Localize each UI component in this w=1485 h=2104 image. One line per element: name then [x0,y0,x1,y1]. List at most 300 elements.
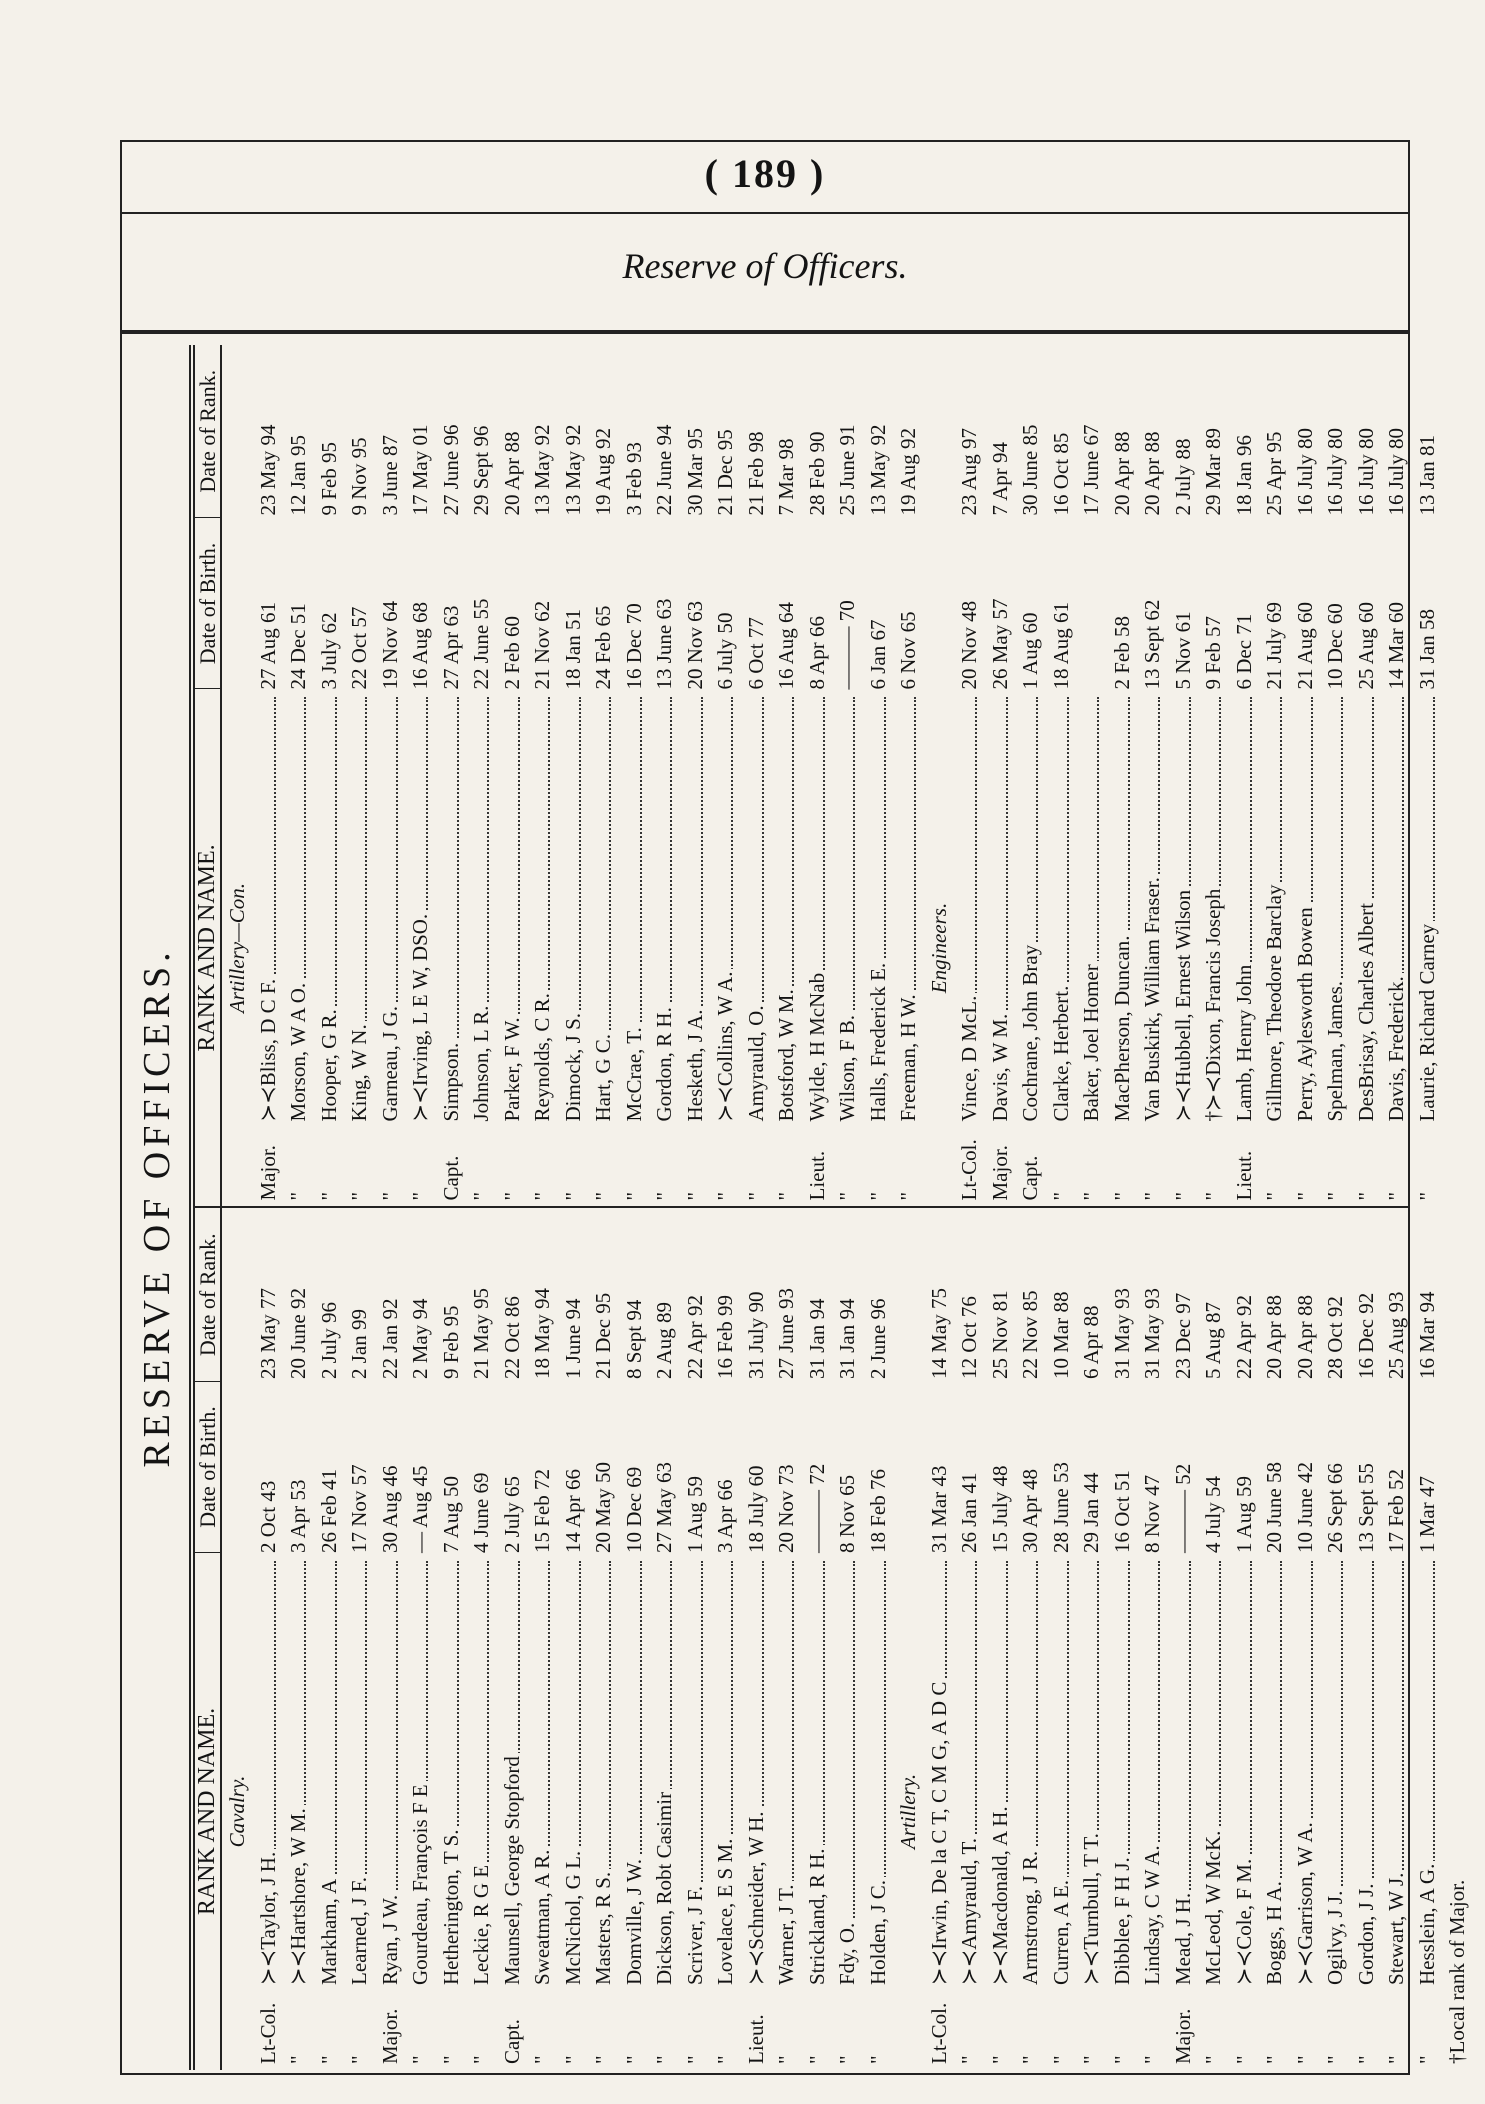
rank-cell: Lieut. [1231,1150,1256,1201]
rank-cell: " [408,1191,433,1201]
name-cell [314,1553,345,1985]
rank-cell: " [1292,1191,1317,1201]
officer-name: Stewart, W J. [1384,1870,1408,1985]
dor-cell: 25 June 91 [835,424,860,516]
dob-cell: 27 Aug 61 [255,601,280,690]
dob-cell: 15 Feb 72 [530,1469,555,1553]
table-row [436,345,467,1207]
rank-cell: Major. [377,2008,402,2064]
table-row [1137,1209,1168,2071]
dor-cell: 21 Dec 95 [591,1292,616,1379]
dor-cell: 21 May 95 [469,1288,494,1379]
dor-cell: 9 Feb 95 [438,1305,463,1379]
name-cell [1351,690,1382,1122]
dor-cell: 6 Apr 88 [1079,1305,1104,1379]
rank-cell: Capt. [438,1155,463,1201]
dob-cell: 5 Nov 61 [1170,611,1195,690]
name-cell [924,1553,955,1985]
table-row [558,1209,589,2071]
officer-name: ≻≺Garrison, W A. [1293,1819,1317,1985]
dor-cell: 25 Nov 81 [987,1290,1012,1379]
table-row [1046,345,1077,1207]
dob-cell: 18 Feb 76 [865,1469,890,1553]
rank-cell: " [1079,1191,1104,1201]
dor-cell: 17 June 67 [1079,424,1104,516]
dob-cell: 18 Jan 51 [560,609,585,690]
table-row [954,1209,985,2071]
rank-cell: " [1201,1191,1226,1201]
table-row [1351,1209,1382,2071]
dob-cell: 3 July 62 [316,612,341,690]
name-cell [283,690,314,1122]
dor-cell: 20 June 92 [286,1288,311,1379]
dob-cell: 22 June 55 [469,598,494,690]
dor-cell: 16 Feb 99 [713,1295,738,1379]
dob-cell [1076,520,1107,690]
table-row [1076,345,1107,1207]
name-cell [405,1553,436,1985]
officer-name: Simpson. [439,1040,463,1122]
dor-cell: 31 July 90 [743,1291,768,1379]
table-row [314,1209,345,2071]
officers-table [125,345,1470,2070]
dob-cell: 4 July 54 [1201,1475,1226,1553]
dor-cell: 16 July 80 [1384,427,1409,516]
dor-cell: 9 Feb 95 [316,442,341,516]
dor-cell: 22 Apr 92 [1231,1295,1256,1379]
table-title: RESERVE OF OFFICERS. [125,345,195,2070]
dor-cell: 23 Dec 97 [1170,1292,1195,1379]
dor-cell: 13 May 92 [530,424,555,516]
name-cell [1168,690,1199,1122]
officer-name: Lovelace, E S M. [713,1836,737,1985]
table-row [253,1209,284,2071]
dob-cell: 9 Feb 57 [1201,616,1226,690]
table-row [375,345,406,1207]
header-rank-name: RANK AND NAME. [195,1552,220,2070]
table-row [1107,1209,1138,2071]
rank-cell: " [1414,2055,1439,2064]
dor-cell: 20 Apr 88 [1140,431,1165,516]
table-row [1290,345,1321,1207]
officer-name: Boggs, H A. [1262,1878,1286,1985]
officer-name: Cochrane, John Bray [1018,942,1042,1122]
dor-cell: 18 May 94 [530,1288,555,1379]
dob-cell: 3 Apr 53 [286,1479,311,1553]
dor-cell: 3 June 87 [377,435,402,516]
dor-cell: 28 Oct 92 [1323,1296,1348,1379]
dor-cell: 28 Feb 90 [804,431,829,516]
officer-name: ≻≺Hubbell, Ernest Wilson [1171,887,1195,1122]
dob-cell: 10 Dec 69 [621,1466,646,1553]
table-row [985,345,1016,1207]
rank-cell: " [499,1191,524,1201]
dor-cell: 13 May 92 [560,424,585,516]
name-cell [771,690,802,1122]
name-cell [649,1553,680,1985]
table-row [1259,345,1290,1207]
rank-cell: " [682,1191,707,1201]
table-row [1076,1209,1107,2071]
rank-cell: " [1109,1191,1134,1201]
name-cell [1290,1553,1321,1985]
name-cell [1198,690,1229,1122]
name-cell [1229,690,1260,1122]
table-row [405,1209,436,2071]
dor-cell: 10 Mar 88 [1048,1291,1073,1379]
rank-cell: " [1292,2055,1317,2064]
officer-name: Fdy, O. [835,1920,859,1985]
officer-name: Vince, D McL. [957,993,981,1122]
dob-cell: 19 Nov 64 [377,600,402,690]
table-row [1381,345,1412,1207]
rank-cell: " [957,2055,982,2064]
officer-name: Freeman, H W. [896,991,920,1121]
name-cell [649,690,680,1122]
officer-name: Lamb, Henry John [1232,962,1256,1122]
name-cell [1381,690,1412,1122]
rank-cell: Lt-Col. [255,2002,280,2064]
rank-cell: " [530,2055,555,2064]
dob-cell: 20 Nov 63 [682,600,707,690]
officer-name: MacPherson, Duncan. [1110,932,1134,1121]
rank-cell: Lieut. [804,1150,829,1201]
rank-cell: " [1201,2055,1226,2064]
table-row [1229,345,1260,1207]
table-row [1046,1209,1077,2071]
name-cell [802,690,833,1122]
dob-cell: 26 Jan 41 [957,1472,982,1553]
officer-name: Learned, J F. [347,1874,371,1985]
dor-cell: 2 July 96 [316,1301,341,1379]
dob-cell: 3 Apr 66 [713,1479,738,1553]
page-number: ( 189 ) [704,151,826,196]
name-cell [1412,1553,1443,1985]
officer-name: Reynolds, C R. [530,990,554,1121]
dor-cell: 12 Jan 95 [286,435,311,516]
dor-cell: 19 Aug 92 [591,427,616,516]
dob-cell: 21 July 69 [1262,601,1287,690]
rank-cell: " [1231,2055,1256,2064]
dor-cell: 22 Oct 86 [499,1296,524,1379]
rank-cell: " [316,1191,341,1201]
name-cell [985,690,1016,1122]
table-row [1351,345,1382,1207]
table-row [283,1209,314,2071]
officer-name: Spelman, James. [1323,978,1347,1122]
footnote: †Local rank of Major. [1445,1879,1470,2064]
rank-cell: Lt-Col. [957,1139,982,1201]
officer-name: Davis, Frederick. [1384,973,1408,1121]
rank-cell: " [1048,2055,1073,2064]
officer-name: Dibblee, F H J. [1110,1854,1134,1985]
dob-cell: 16 Oct 51 [1109,1470,1134,1553]
officer-name: Scriver, J F. [683,1883,707,1985]
name-cell [954,1553,985,1985]
table-row [741,1209,772,2071]
dor-cell: 14 May 75 [926,1288,951,1379]
table-row [832,345,863,1207]
table-row [771,1209,802,2071]
dob-cell: 1 Aug 60 [1018,612,1043,690]
table-row [1015,345,1046,1207]
name-cell [985,1553,1016,1985]
dob-cell: 26 Sept 66 [1323,1463,1348,1553]
name-cell [497,690,528,1122]
name-cell [558,690,589,1122]
table-row [1229,1209,1260,2071]
name-cell [253,690,284,1122]
section-label: Cavalry. [225,1775,250,1848]
dob-cell: 10 Dec 60 [1323,603,1348,690]
dob-cell: 28 June 53 [1048,1462,1073,1553]
dor-cell: 5 Aug 87 [1201,1301,1226,1379]
rank-cell: " [1140,2055,1165,2064]
dob-cell: 13 June 63 [652,598,677,690]
name-cell [710,1553,741,1985]
dor-cell: 25 Aug 93 [1384,1291,1409,1379]
rank-cell: " [987,2055,1012,2064]
dob-cell: 25 Aug 60 [1353,601,1378,690]
table-row [558,345,589,1207]
name-cell [741,1553,772,1985]
name-cell [1168,1553,1199,1985]
name-cell [1076,1553,1107,1985]
rank-cell: " [713,2055,738,2064]
rotated-table-region [125,345,1470,2070]
rank-cell: " [865,2055,890,2064]
rank-cell: Major. [1170,2008,1195,2064]
table-row [802,1209,833,2071]
officer-name: Masters, R S. [591,1869,615,1985]
rank-cell: " [316,2055,341,2064]
dor-cell: 7 Apr 94 [987,442,1012,516]
table-row [832,1209,863,2071]
rank-cell: " [438,2055,463,2064]
dob-cell: — Aug 45 [408,1465,433,1553]
name-cell [1015,690,1046,1122]
rank-cell: " [896,1191,921,1201]
dor-cell: 16 Mar 94 [1414,1291,1439,1379]
officer-name: Warner, J T. [774,1882,798,1986]
page-subtitle: Reserve of Officers. [622,246,908,286]
dob-cell: 31 Jan 58 [1414,609,1439,690]
column-headers [195,345,222,1207]
officer-name: Davis, W M. [988,1011,1012,1122]
dor-cell: 29 Mar 89 [1201,428,1226,516]
officer-name: McCrae, T. [622,1024,646,1121]
dor-cell: 20 Apr 88 [1262,1295,1287,1379]
table-row [1320,345,1351,1207]
dob-cell: 8 Nov 65 [835,1474,860,1553]
dob-cell: 13 Sept 62 [1140,599,1165,690]
rank-cell: " [652,1191,677,1201]
name-cell [1351,1553,1382,1985]
table-row [863,345,894,1207]
officer-name: ≻≺Bliss, D C F. [256,976,280,1122]
table-row [680,1209,711,2071]
dor-cell: 30 June 85 [1018,424,1043,516]
name-cell [863,690,894,1122]
officer-name: McLeod, W McK. [1201,1828,1225,1985]
table-row [466,345,497,1207]
name-cell [1015,1553,1046,1985]
table-row [710,1209,741,2071]
name-cell [344,690,375,1122]
officer-name: Sweatman, A R. [530,1847,554,1985]
table-row [893,345,924,1207]
name-cell [802,1553,833,1985]
dor-cell: 22 Apr 92 [682,1295,707,1379]
officer-name: Hesketh, J A. [683,1007,707,1122]
column-headers [195,1209,222,2071]
name-cell [863,1553,894,1985]
rank-cell: Lieut. [743,2014,768,2064]
officer-name: ≻≺Irwin, De la C T, C M G, A D C [927,1679,951,1985]
table-row [954,345,985,1207]
rank-cell: " [1323,1191,1348,1201]
dor-cell: 20 Apr 88 [499,431,524,516]
table-row [1137,345,1168,1207]
rank-cell: " [347,2055,372,2064]
dor-cell: 27 June 93 [774,1288,799,1379]
dor-cell: 22 June 94 [652,424,677,516]
section-label: Artillery. [896,1773,921,1850]
dob-cell: 14 Mar 60 [1384,602,1409,690]
name-cell [1229,1553,1260,1985]
dob-cell: 21 Aug 60 [1292,601,1317,690]
dor-cell: 22 Jan 92 [377,1298,402,1379]
table-row [741,345,772,1207]
rank-cell: " [621,1191,646,1201]
name-cell [1320,1553,1351,1985]
dob-cell: 15 July 48 [987,1465,1012,1553]
dor-cell: 23 May 77 [255,1288,280,1379]
section-heading [222,1209,253,2071]
name-cell [1107,690,1138,1122]
name-cell [1259,1553,1290,1985]
officer-name: Holden, J C. [866,1877,890,1985]
table-row [497,1209,528,2071]
officer-name: ≻≺Cole, F M. [1232,1856,1256,1985]
table-row [680,345,711,1207]
table-row [588,1209,619,2071]
dor-cell: 23 Aug 97 [957,427,982,516]
officer-name: Dimock, J S. [561,1010,585,1122]
name-cell [954,690,985,1122]
dob-cell: ——— 72 [804,1463,829,1553]
rank-cell: " [1018,2055,1043,2064]
divider [122,212,1408,214]
dob-cell: 16 Dec 70 [621,603,646,690]
officer-name: Maunsell, George Stopford [500,1753,524,1985]
officer-name: Johnson, L R. [469,1003,493,1122]
dor-cell: 9 Nov 95 [347,437,372,516]
rank-cell: " [682,2055,707,2064]
header-date-of-birth: Date of Birth. [195,1381,220,1552]
officer-name: King, W N. [347,1021,371,1121]
dor-cell: 13 Jan 81 [1414,435,1439,516]
dob-cell: 21 Nov 62 [530,600,555,690]
officer-name: ≻≺Macdonald, A H. [988,1803,1012,1985]
rank-cell: " [408,2055,433,2064]
dor-cell: 20 Apr 88 [1292,1295,1317,1379]
dor-cell: 31 Jan 94 [804,1298,829,1379]
officer-name: Halls, Frederick E. [866,960,890,1122]
dor-cell: 2 July 88 [1170,438,1195,516]
dob-cell: 2 July 65 [499,1475,524,1553]
name-cell [1046,1553,1077,1985]
dor-cell: 2 Aug 89 [652,1301,677,1379]
dor-cell: 17 May 01 [408,424,433,516]
officer-name: Perry, Aylesworth Bowen [1293,904,1317,1121]
rank-cell: " [621,2055,646,2064]
rank-cell: " [1140,1191,1165,1201]
dor-cell: 31 May 93 [1109,1288,1134,1379]
dob-cell: 17 Feb 52 [1384,1469,1409,1553]
officer-name: Leckie, R G E [469,1862,493,1985]
dob-cell: 20 June 58 [1262,1462,1287,1553]
name-cell [436,690,467,1122]
rank-cell: " [591,2055,616,2064]
table-row [344,1209,375,2071]
table-row [985,1209,1016,2071]
dob-cell: 2 Feb 58 [1109,616,1134,690]
right-rows [222,345,1442,1207]
officer-name: Domville, J W. [622,1856,646,1985]
name-cell [314,690,345,1122]
table-row [527,345,558,1207]
officer-name: Markham, A [317,1876,341,1985]
table-row [253,345,284,1207]
name-cell [527,1553,558,1985]
rank-cell: " [743,1191,768,1201]
dob-cell: 26 May 57 [987,598,1012,690]
section-heading [924,345,955,1207]
officer-name: Strickland, R H. [805,1846,829,1986]
name-cell [832,690,863,1122]
dob-cell: 16 Aug 64 [774,601,799,690]
officer-name: Ogilvy, J J. [1323,1888,1347,1985]
section-heading [222,345,253,1207]
rank-cell: " [1079,2055,1104,2064]
officer-name: Amyrauld, O. [744,1002,768,1121]
rank-cell: " [804,2055,829,2064]
rank-cell: " [1170,1191,1195,1201]
name-cell [283,1553,314,1985]
officer-name: Dickson, Robt Casimir [652,1789,676,1985]
dob-cell: 30 Apr 48 [1018,1469,1043,1553]
dor-cell: 22 Nov 85 [1018,1290,1043,1379]
officer-name: Wylde, H McNab [805,970,829,1122]
dob-cell: 13 Sept 55 [1353,1463,1378,1553]
dor-cell: 18 Jan 96 [1231,435,1256,516]
dor-cell: 7 Mar 98 [774,438,799,516]
rank-cell: " [286,1191,311,1201]
header-rank-name: RANK AND NAME. [195,689,220,1207]
dor-cell: 16 Dec 92 [1353,1292,1378,1379]
dor-cell: 29 Sept 96 [469,425,494,516]
table-row [497,345,528,1207]
table-row [344,345,375,1207]
rank-cell: " [347,1191,372,1201]
rank-cell: " [1384,1191,1409,1201]
table-row [619,1209,650,2071]
dob-cell: 27 Apr 63 [438,605,463,690]
name-cell [1290,690,1321,1122]
officer-name: Wilson, F B. [835,1012,859,1122]
table-row [863,1209,894,2071]
